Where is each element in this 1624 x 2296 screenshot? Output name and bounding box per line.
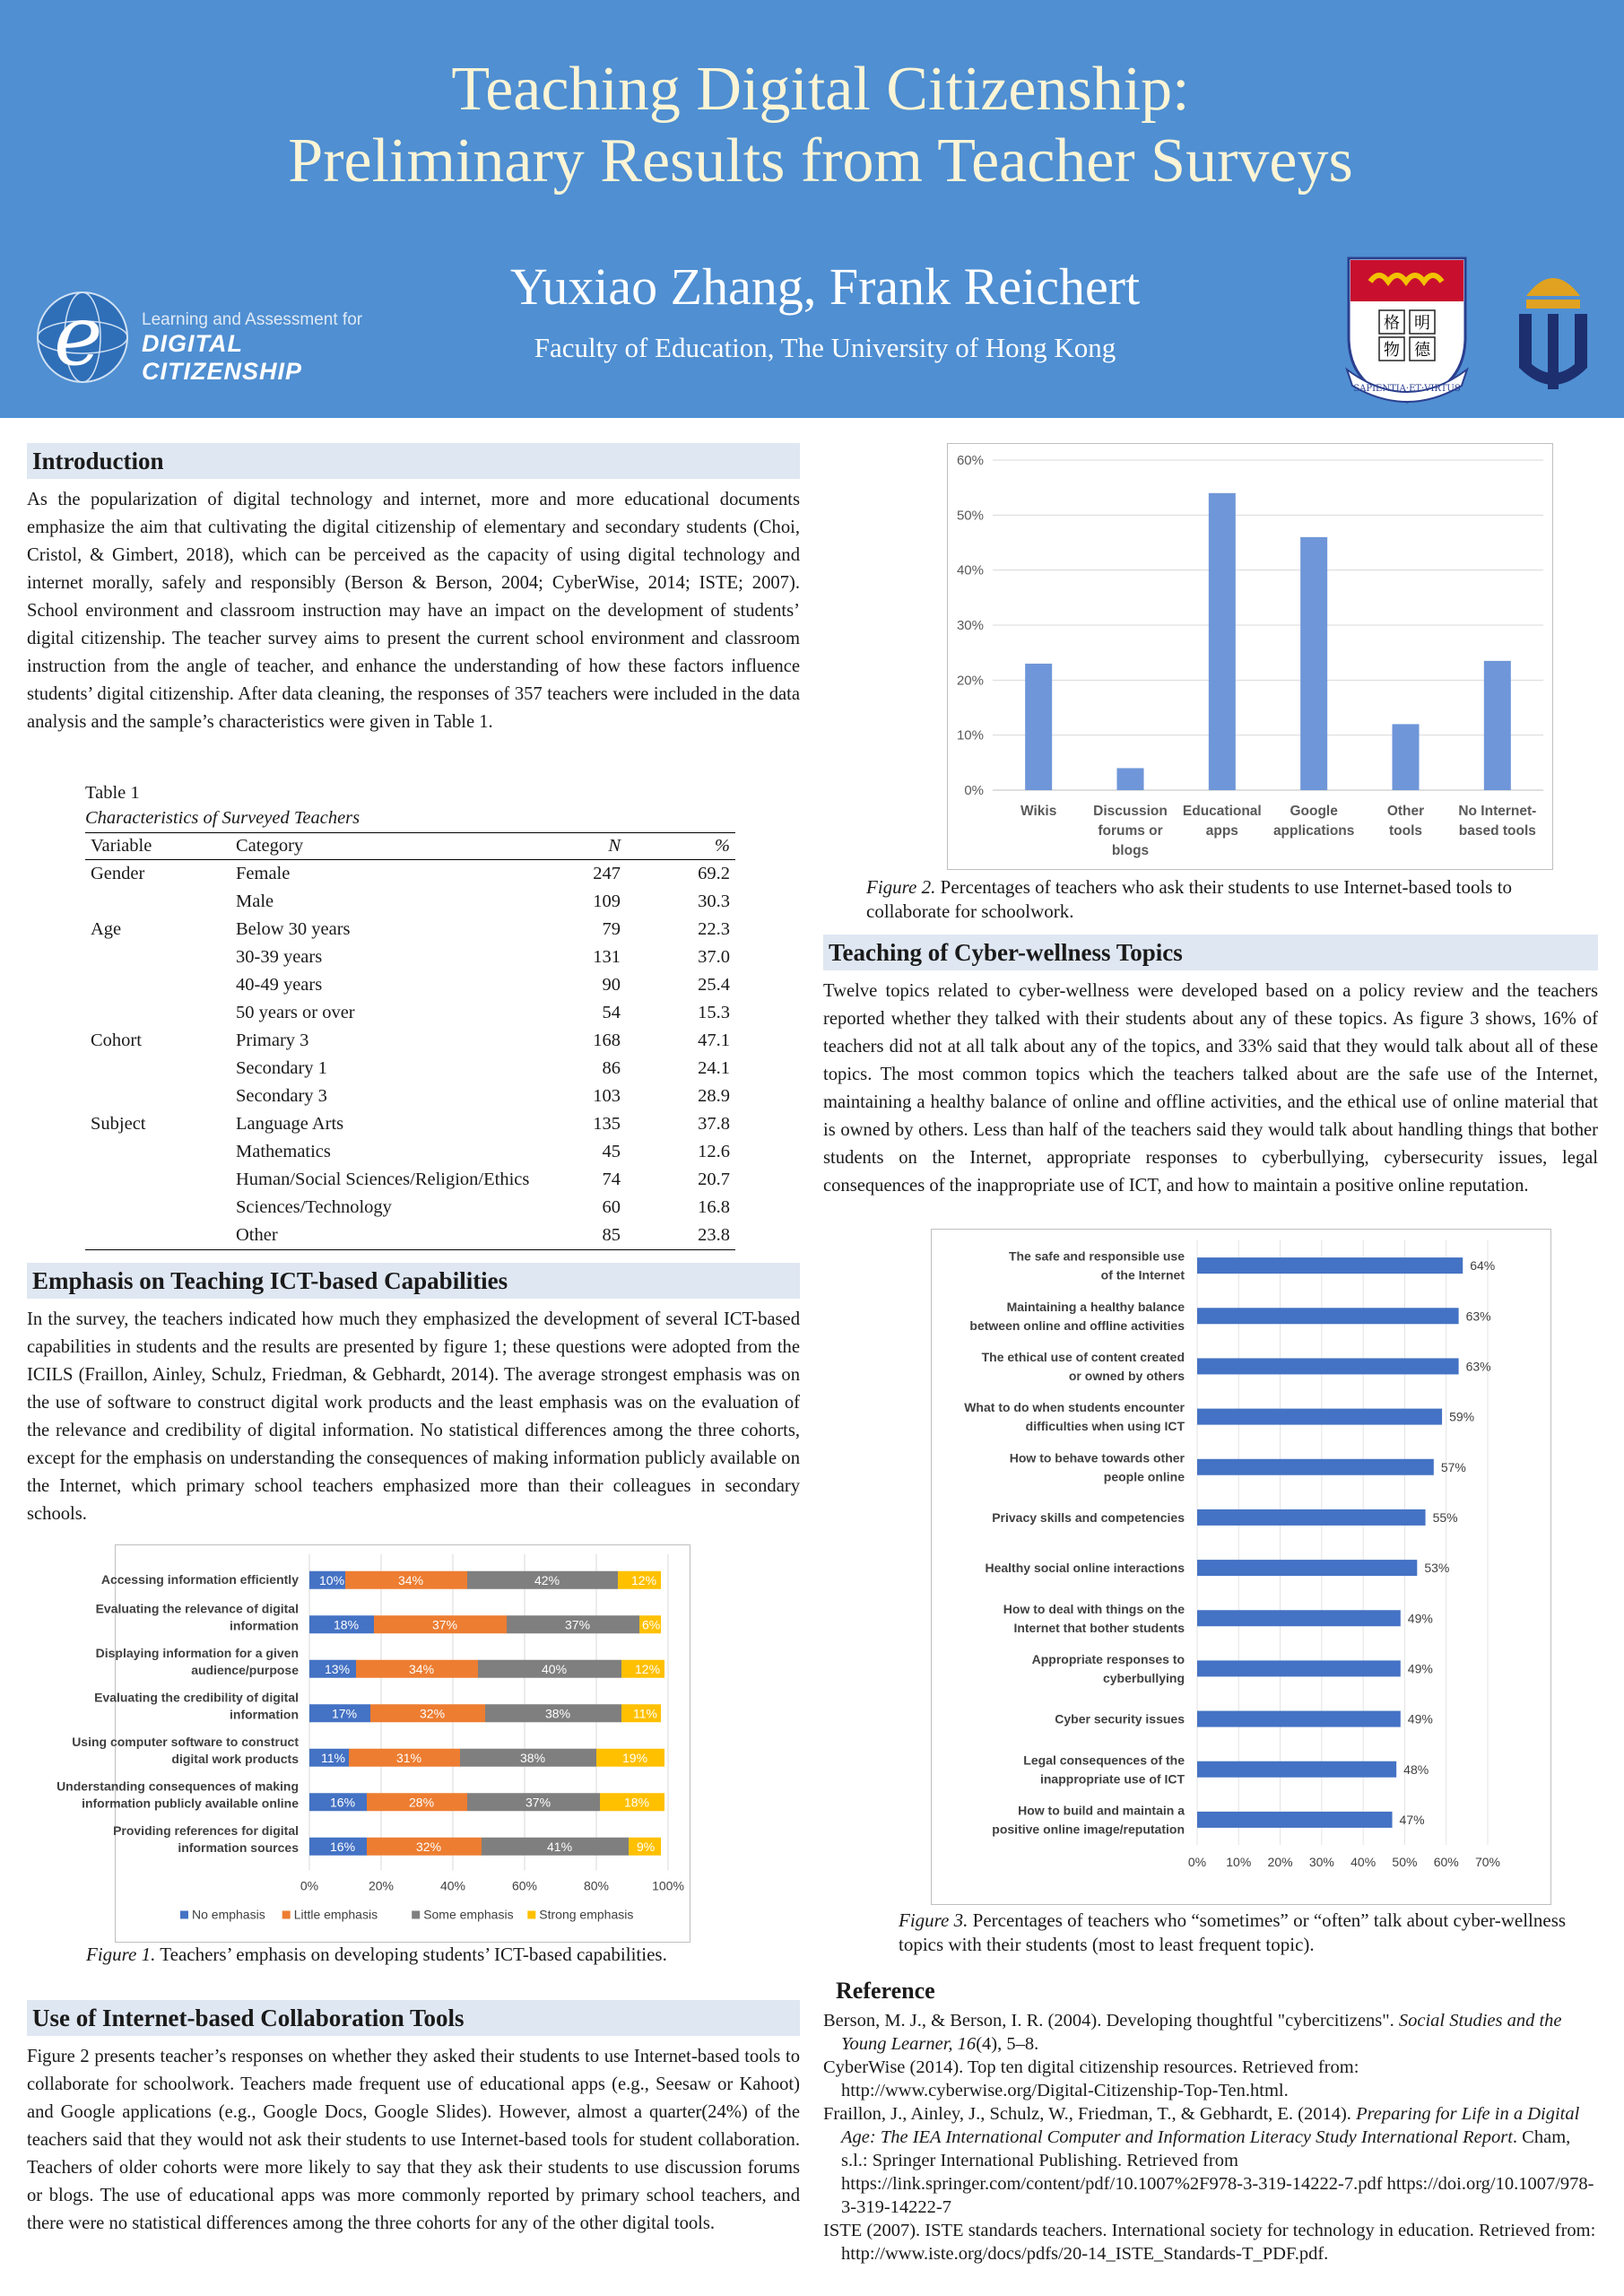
table-cell [85, 1166, 230, 1194]
bar [1197, 1308, 1459, 1324]
figure-3-chart [931, 1229, 1551, 1905]
x-tick-label: 30% [1308, 1855, 1334, 1869]
legend-swatch [412, 1911, 420, 1919]
bar-value-label: 38% [545, 1706, 571, 1721]
legend-entry: Strong emphasis [539, 1907, 634, 1922]
introduction-text: As the popularization of digital technology and internet, more and more educational documents emphasize the aim that cultivating the digital citizenship of elementary and secondary students (Choi, Cristol, & Gimbert, 2018), which can be perceived as the capacity of using digital technology and internet morally, safely and responsibly (Berson & Berson, 2004; CyberWise, 2014; ISTE; 2007). School environment and classroom instruction may have an impact on the development of students’ digital citizenship. The teacher survey aims to present the current school environment and classroom instruction from the angle of teacher, and enhance the understanding of how these factors influence students’ digital citizenship. After data cleaning, the responses of 357 teachers were included in the data analysis and the sample’s characteristics were given in Table 1. [27, 490, 800, 732]
figure-2-caption-text: Percentages of teachers who ask their students to use Internet-based tools to collaborate for schoolwork. [866, 876, 1513, 922]
x-tick-label: 80% [583, 1878, 610, 1893]
figure-2-label: Figure 2. [866, 876, 936, 898]
crest-char-4: 德 [1414, 341, 1430, 360]
bar [1197, 1560, 1417, 1576]
table-cell [85, 971, 230, 999]
bar-value-label: 18% [334, 1617, 360, 1632]
bar-value-label: 10% [319, 1572, 345, 1587]
category-label: inappropriate use of ICT [1039, 1771, 1185, 1787]
bar-value-label: 47% [1399, 1812, 1425, 1827]
reference-list [823, 2009, 1598, 2266]
table-row [85, 1166, 735, 1194]
bar-value-label: 49% [1407, 1661, 1433, 1676]
table-cell: 247 [593, 864, 621, 883]
bar-value-label: 64% [1470, 1258, 1496, 1274]
category-label: apps [1205, 823, 1238, 839]
category-label: Displaying information for a given [95, 1645, 299, 1660]
table-row [85, 1055, 735, 1083]
category-label: Maintaining a healthy balance [1006, 1299, 1185, 1314]
table-cell: Language Arts [236, 1114, 344, 1134]
bar-value-label: 49% [1407, 1711, 1433, 1726]
references-section [823, 1973, 1598, 2266]
introduction-heading: Introduction [27, 443, 800, 479]
bar [1484, 661, 1511, 790]
x-tick-label: 60% [511, 1878, 538, 1893]
table-cell: Male [236, 891, 274, 911]
table-cell: 30.3 [698, 891, 730, 911]
legend-entry: Little emphasis [293, 1907, 378, 1922]
table-cell: 22.3 [698, 919, 730, 939]
table-cell [85, 1138, 230, 1166]
x-tick-label: 0% [1187, 1855, 1207, 1869]
table-row [85, 971, 735, 999]
table-cell: Sciences/Technology [236, 1197, 392, 1217]
bar-value-label: 16% [330, 1839, 356, 1854]
bar [1197, 1660, 1401, 1676]
table-cell: 85 [582, 1222, 626, 1250]
bar-value-label: 38% [520, 1750, 546, 1765]
category-label: digital work products [171, 1751, 299, 1766]
title-line-1: Teaching Digital Citizenship: [451, 55, 1190, 124]
legend-swatch [282, 1911, 291, 1919]
bar-value-label: 11% [633, 1706, 657, 1721]
table-cell: 12.6 [698, 1142, 730, 1161]
y-tick-label: 20% [956, 673, 984, 689]
table-cell: 23.8 [626, 1222, 735, 1250]
category-label: Healthy social online interactions [985, 1561, 1185, 1576]
figure-2-chart [947, 443, 1553, 870]
category-label: cyberbullying [1102, 1670, 1185, 1685]
table-row [85, 1110, 735, 1138]
bar-value-label: 18% [624, 1795, 650, 1810]
table-cell [85, 888, 230, 916]
x-tick-label: 60% [1433, 1855, 1459, 1869]
category-label: based tools [1458, 823, 1536, 839]
category-label: blogs [1111, 843, 1150, 858]
category-label: Using computer software to construct [72, 1734, 299, 1749]
globe-e-icon [27, 267, 143, 402]
x-tick-label: 40% [439, 1878, 466, 1893]
table-cell: 30-39 years [236, 947, 323, 967]
bar-value-label: 12% [631, 1572, 657, 1587]
table-row [85, 1083, 735, 1110]
category-label: How to behave towards other [1009, 1450, 1185, 1465]
category-label: forums or [1098, 823, 1163, 839]
reference-item: Fraillon, J., Ainley, J., Schulz, W., Friedman, T., & Gebhardt, E. (2014). Preparing for Life in a Digital Age: The IEA International Computer and Information Literacy Study International Report. Cham, s.l.: Springer International Publishing. Retrieved from https://link.springer.com/content/pdf/10.1007%2F978-3-319-14222-7.pdf https://doi.org/10.1007/978-3-319-14222-7 [823, 2104, 1594, 2217]
table-cell: 15.3 [698, 1003, 730, 1022]
table-cell: 54 [602, 1003, 621, 1022]
bar [1197, 1459, 1434, 1475]
x-tick-label: 20% [368, 1878, 395, 1893]
category-label: Other [1386, 804, 1425, 819]
title-line-2: Preliminary Results from Teacher Surveys [288, 126, 1353, 196]
bar [1197, 1257, 1463, 1274]
x-tick-label: 20% [1267, 1855, 1293, 1869]
table-cell: 20.7 [698, 1170, 730, 1189]
category-label: Educational [1182, 804, 1262, 819]
table-cell: Mathematics [236, 1142, 331, 1161]
table-cell: Gender [91, 864, 145, 883]
legend-swatch [527, 1911, 535, 1919]
category-label: Legal consequences of the [1023, 1752, 1185, 1768]
table-cell: Female [236, 864, 291, 883]
y-tick-label: 0% [964, 783, 984, 798]
category-label: between online and offline activities [969, 1318, 1185, 1333]
table-cell: 28.9 [698, 1086, 730, 1106]
bar-value-label: 11% [321, 1750, 345, 1765]
cyberwellness-text: Twelve topics related to cyber-wellness were developed based on a policy review and the teachers reported whether they talked with their students about any of these topics. As figure 3 shows, 16% of teachers did not at all talk about any of the topics, and 33% said that they would talk about all of these topics. The most common topics which the teachers talked about are the safe use of the Internet, maintaining a healthy balance of online and offline activities, and the ethical use of online material that is owned by others. Less than half of the teachers said they would talk about handling things that bother students on the Internet, appropriate responses to cyberbullying, cybersecurity issues, legal consequences of the inappropriate use of ICT, and how to maintain a positive online reputation. [823, 981, 1598, 1196]
bar-value-label: 16% [330, 1795, 356, 1810]
table-cell [85, 944, 230, 971]
legend-entry: No emphasis [192, 1907, 265, 1922]
crest-char-2: 明 [1414, 314, 1430, 333]
table-cell: 135 [593, 1114, 621, 1134]
emphasis-text: In the survey, the teachers indicated how much they emphasized the development of several ICT-based capabilities in students and the results are presented by figure 1; these questions were adopted from the ICILS (Fraillon, Ainley, Schulz, Friedman, & Gebhardt, 2014). The average strongest emphasis was on the use of software to construct digital work products and the least emphasis was on the evaluation of the relevance and credibility of digital information. No statistical differences among the three cohorts, except for the emphasis on understanding the consequences of making information publicly available on the Internet, which primary school teachers emphasized more than their colleagues in secondary schools. [27, 1309, 800, 1524]
table-cell: Subject [91, 1114, 146, 1134]
bar-value-label: 59% [1449, 1409, 1475, 1424]
table-cell: Age [91, 919, 122, 939]
table-cell: 103 [593, 1086, 621, 1106]
reference-item: Berson, M. J., & Berson, I. R. (2004). Developing thoughtful "cybercitizens". Social Studies and the Young Learner, 16(4), 5–8. [823, 2011, 1562, 2054]
table-header: Category [230, 833, 582, 860]
bar-value-label: 55% [1432, 1509, 1458, 1525]
figure-2-svg [948, 444, 1552, 869]
category-label: Evaluating the credibility of digital [94, 1690, 299, 1705]
table-cell [85, 1194, 230, 1222]
bar-value-label: 48% [1403, 1761, 1429, 1777]
bar [1197, 1761, 1396, 1778]
category-label: Internet that bother students [1013, 1620, 1185, 1635]
table-header: % [626, 833, 735, 860]
category-label: Google [1290, 804, 1338, 819]
legend-entry: Some emphasis [423, 1907, 514, 1922]
table-cell: Primary 3 [236, 1031, 309, 1050]
bar-value-label: 40% [542, 1661, 568, 1676]
crest-char-1: 格 [1384, 314, 1400, 333]
figure-1-caption [86, 1943, 768, 1967]
faculty-logo-icon [1508, 260, 1598, 404]
collaboration-section [27, 2000, 800, 2238]
legend-swatch [180, 1911, 188, 1919]
x-tick-label: 100% [652, 1878, 684, 1893]
table-1 [85, 780, 735, 1250]
bar-value-label: 13% [325, 1661, 351, 1676]
table-cell [85, 1083, 230, 1110]
bar-value-label: 57% [1440, 1459, 1466, 1474]
cyberwellness-section [823, 935, 1598, 1200]
category-label: information sources [178, 1839, 299, 1855]
table-cell: 47.1 [698, 1031, 730, 1050]
bar-value-label: 9% [637, 1839, 656, 1854]
category-label: or owned by others [1068, 1368, 1185, 1383]
table-cell [85, 1055, 230, 1083]
bar-value-label: 12% [635, 1661, 661, 1676]
category-label: The ethical use of content created [981, 1349, 1185, 1364]
table-row [85, 1138, 735, 1166]
category-label: Wikis [1020, 804, 1057, 819]
bar [1117, 768, 1144, 790]
header-banner [0, 0, 1624, 418]
affiliation: Faculty of Education, The University of Hong Kong [534, 332, 1116, 363]
bar-value-label: 34% [398, 1572, 424, 1587]
x-tick-label: 40% [1350, 1855, 1376, 1869]
crest-char-3: 物 [1384, 341, 1400, 360]
figure-2-caption [866, 875, 1584, 924]
crest-motto: SAPIENTIA·ET·VIRTUS [1353, 384, 1461, 394]
table-cell: Cohort [91, 1031, 142, 1050]
table-row [85, 944, 735, 971]
characteristics-table [85, 832, 735, 1250]
x-tick-label: 50% [1392, 1855, 1418, 1869]
hku-crest-icon [1343, 255, 1471, 405]
table-cell [85, 1222, 230, 1250]
table-subtitle: Characteristics of Surveyed Teachers [85, 808, 360, 828]
category-label: applications [1272, 823, 1355, 839]
y-tick-label: 30% [956, 618, 984, 633]
bar-value-label: 32% [420, 1706, 446, 1721]
table-cell: 45 [602, 1142, 621, 1161]
bar-value-label: 32% [416, 1839, 442, 1854]
table-header: Variable [85, 833, 230, 860]
table-label: Table 1 [85, 783, 140, 803]
x-tick-label: 10% [1226, 1855, 1252, 1869]
bar-value-label: 37% [432, 1617, 458, 1632]
table-row [85, 916, 735, 944]
emphasis-heading: Emphasis on Teaching ICT-based Capabilities [27, 1263, 800, 1299]
table-cell: Below 30 years [236, 919, 351, 939]
table-cell: Other [230, 1222, 582, 1250]
table-cell [85, 999, 230, 1027]
table-row [85, 1027, 735, 1055]
figure-3-caption [899, 1909, 1589, 1957]
figure-3-caption-text: Percentages of teachers who “sometimes” or “often” talk about cyber-wellness topics with their students (most to least frequent topic). [899, 1909, 1567, 1955]
category-label: difficulties when using ICT [1025, 1419, 1185, 1434]
bar-value-label: 41% [547, 1839, 573, 1854]
reference-item: CyberWise (2014). Top ten digital citizenship resources. Retrieved from: http://www.cyberwise.org/Digital-Citizenship-Top-Ten.html. [823, 2057, 1359, 2100]
table-cell: 109 [593, 891, 621, 911]
collaboration-text: Figure 2 presents teacher’s responses on whether they asked their students to use Internet-based tools to collaborate for schoolwork. Teachers made frequent use of educational apps (e.g., Seesaw or Kahoot) and Google applications (e.g., Google Docs, Google Slides). However, almost a quarter(24%) of the teachers said that they would not ask their students to use Internet-based tools for student collaboration. Teachers of older cohorts were more likely to say that they ask their students to use discussion forums or blogs. The use of educational apps was more commonly reported by primary school teachers, and there were no statistical differences among the three cohorts for any of the other digital tools. [27, 2047, 800, 2233]
lab-logo-line-1: Learning and Assessment for [142, 310, 363, 329]
y-tick-label: 10% [956, 727, 984, 744]
figure-3-svg [932, 1230, 1550, 1904]
table-cell: 60 [602, 1197, 621, 1217]
table-cell: 79 [602, 919, 621, 939]
bar-value-label: 49% [1407, 1611, 1433, 1626]
category-label: audience/purpose [191, 1662, 299, 1677]
bar [1197, 1409, 1442, 1425]
table-row [85, 860, 735, 889]
bar-value-label: 19% [622, 1750, 648, 1765]
lab-logo [27, 267, 368, 402]
table-cell: 74 [602, 1170, 621, 1189]
bar [1209, 493, 1236, 790]
category-label: How to deal with things on the [1003, 1601, 1185, 1616]
bar-value-label: 37% [525, 1795, 551, 1810]
category-label: What to do when students encounter [964, 1400, 1185, 1415]
category-label: people online [1103, 1469, 1185, 1484]
reference-item: ISTE (2007). ISTE standards teachers. International society for technology in education. Retrieved from: http://www.iste.org/docs/pdfs/20-14_ISTE_Standards-T_PDF.pdf. [823, 2221, 1596, 2264]
table-cell: 24.1 [698, 1058, 730, 1078]
bar-value-label: 31% [396, 1750, 422, 1765]
bar-value-label: 37% [565, 1617, 591, 1632]
bar [1197, 1711, 1401, 1727]
bar-value-label: 53% [1424, 1561, 1450, 1576]
bar-value-label: 42% [534, 1572, 560, 1587]
bar-value-label: 28% [409, 1795, 435, 1810]
y-tick-label: 40% [956, 562, 984, 578]
category-label: of the Internet [1100, 1267, 1185, 1283]
table-cell: 25.4 [698, 975, 730, 995]
cyberwellness-heading: Teaching of Cyber-wellness Topics [823, 935, 1598, 970]
table-row [85, 888, 735, 916]
table-header: N [582, 833, 626, 860]
emphasis-section [27, 1263, 800, 1528]
category-label: information [230, 1618, 299, 1633]
category-label: positive online image/reputation [992, 1822, 1185, 1837]
category-label: information [230, 1707, 299, 1722]
table-row [85, 1194, 735, 1222]
bar [1197, 1610, 1401, 1626]
figure-1-chart [56, 1544, 690, 1943]
x-tick-label: 70% [1474, 1855, 1501, 1869]
x-tick-label: 0% [300, 1878, 319, 1893]
bar-value-label: 17% [332, 1706, 358, 1721]
table-cell: 90 [602, 975, 621, 995]
table-cell: 69.2 [698, 864, 730, 883]
category-label: Discussion [1093, 804, 1168, 819]
bar [1197, 1358, 1459, 1374]
figure-3-label: Figure 3. [899, 1909, 968, 1931]
table-cell: 131 [593, 947, 621, 967]
table-row [85, 999, 735, 1027]
category-label: Accessing information efficiently [100, 1571, 299, 1587]
figure-1-label: Figure 1. [86, 1944, 156, 1965]
left-column [27, 443, 800, 736]
table-cell: 168 [593, 1031, 621, 1050]
category-label: Cyber security issues [1055, 1711, 1185, 1726]
references-heading: Reference [823, 1973, 1598, 2009]
table-header-row [85, 833, 735, 860]
bar [1197, 1812, 1393, 1828]
bar-value-label: 6% [642, 1617, 661, 1632]
category-label: Understanding consequences of making [56, 1779, 299, 1794]
figure-1-svg [56, 1545, 690, 1942]
category-label: The safe and responsible use [1008, 1248, 1185, 1264]
category-label: information publicly available online [82, 1796, 299, 1811]
category-label: Privacy skills and competencies [992, 1509, 1185, 1525]
y-tick-label: 50% [956, 508, 984, 524]
poster-title [206, 54, 1435, 197]
table-cell: Secondary 3 [236, 1086, 327, 1106]
table-body [85, 860, 735, 1250]
category-label: How to build and maintain a [1018, 1803, 1185, 1818]
bar-value-label: 34% [409, 1661, 435, 1676]
category-label: tools [1388, 823, 1423, 839]
lab-logo-line-2: DIGITAL CITIZENSHIP [142, 330, 303, 385]
table-cell: 37.8 [698, 1114, 730, 1134]
y-tick-label: 60% [956, 453, 984, 468]
bar-value-label: 63% [1465, 1359, 1491, 1374]
table-cell: 86 [602, 1058, 621, 1078]
category-label: Providing references for digital [113, 1822, 299, 1838]
bar-value-label: 63% [1465, 1309, 1491, 1324]
category-label: Evaluating the relevance of digital [95, 1601, 299, 1616]
bar [1300, 537, 1327, 790]
authors: Yuxiao Zhang, Frank Reichert [509, 257, 1141, 316]
table-cell: 40-49 years [236, 975, 323, 995]
table-cell: Human/Social Sciences/Religion/Ethics [236, 1170, 530, 1189]
table-cell: 16.8 [698, 1197, 730, 1217]
bar [1393, 724, 1420, 790]
category-label: No Internet- [1458, 804, 1537, 819]
bar [1025, 664, 1052, 790]
category-label: Appropriate responses to [1031, 1651, 1185, 1666]
table-cell: Secondary 1 [236, 1058, 327, 1078]
bar [1197, 1509, 1426, 1526]
svg-text:e: e [54, 288, 103, 384]
table-row [85, 1222, 735, 1250]
table-cell: 37.0 [698, 947, 730, 967]
collaboration-heading: Use of Internet-based Collaboration Tools [27, 2000, 800, 2036]
figure-1-caption-text: Teachers’ emphasis on developing students’ ICT-based capabilities. [155, 1944, 667, 1965]
table-cell: 50 years or over [236, 1003, 355, 1022]
